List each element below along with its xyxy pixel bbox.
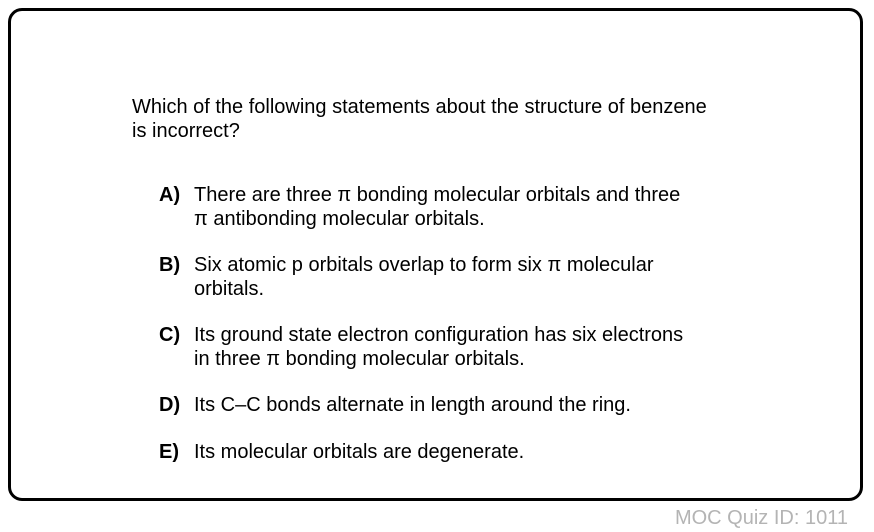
option-text: Six atomic p orbitals overlap to form six π molecular orbitals. (194, 254, 654, 300)
question-card (8, 8, 863, 501)
option-letter: C) (159, 324, 181, 346)
answer-options (159, 183, 799, 486)
option-text: There are three π bonding molecular orbitals and three π antibonding molecular orbitals. (194, 184, 681, 230)
option-letter: B) (159, 254, 181, 276)
option-letter: E) (159, 441, 179, 463)
option-d[interactable] (159, 393, 799, 417)
option-a[interactable] (159, 183, 799, 231)
option-text: Its molecular orbitals are degenerate. (194, 441, 525, 463)
option-text: Its C–C bonds alternate in length around the ring. (194, 394, 631, 416)
option-letter: A) (159, 184, 181, 206)
option-text: Its ground state electron configuration has six electrons in three π bonding molecular orbitals. (194, 324, 684, 370)
question-text: Which of the following statements about the structure of benzene is incorrect? (132, 96, 707, 142)
option-e[interactable] (159, 440, 799, 464)
option-c[interactable] (159, 323, 799, 371)
quiz-id-label: MOC Quiz ID: 1011 (674, 507, 848, 529)
option-letter: D) (159, 394, 181, 416)
option-b[interactable] (159, 253, 799, 301)
